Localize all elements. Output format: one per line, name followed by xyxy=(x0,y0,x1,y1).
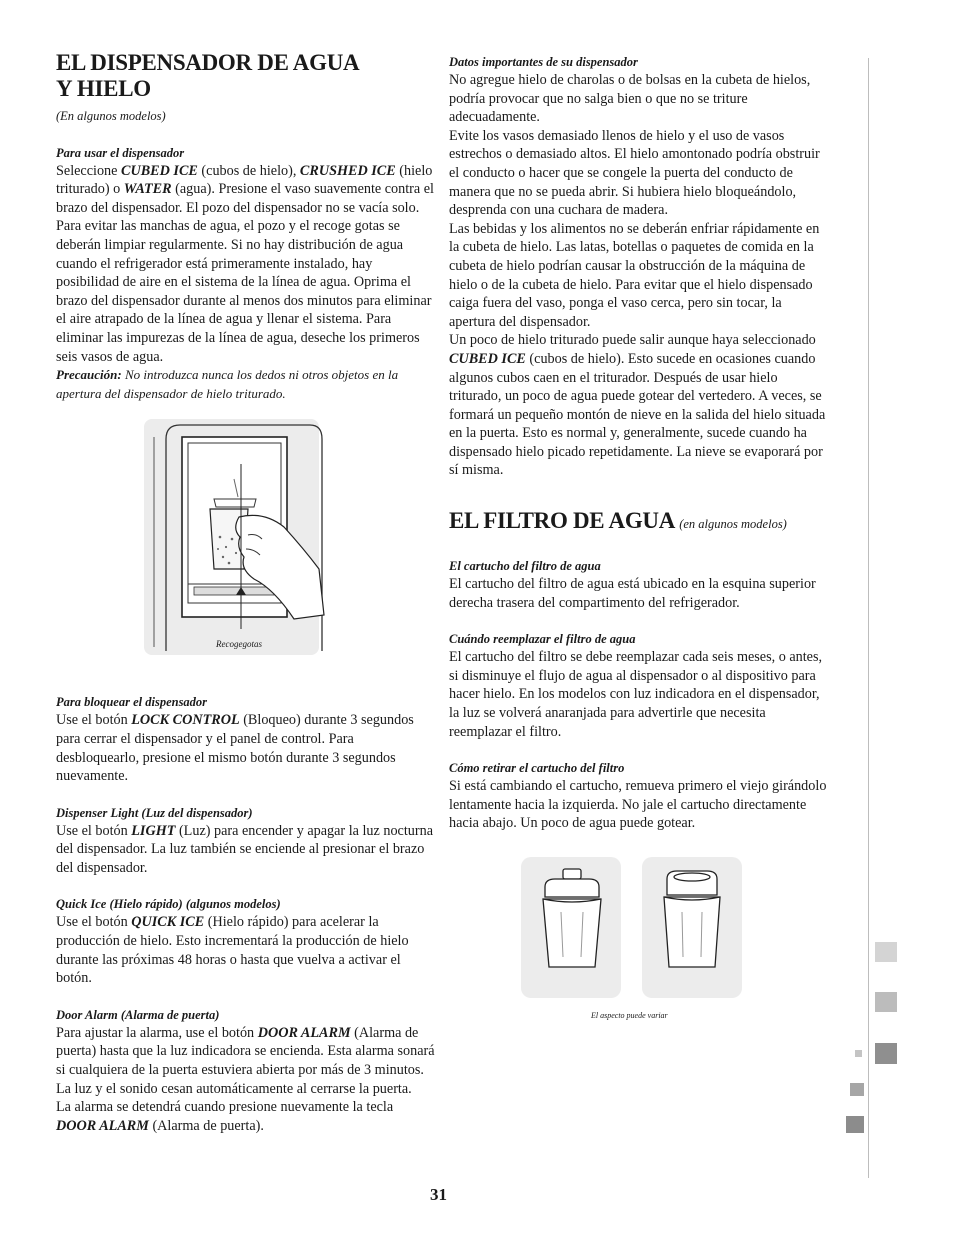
para-important-1: No agregue hielo de charolas o de bolsas en la cubeta de hielos, podría provocar que no salga bien o que no se triture adecuadamente. xyxy=(449,72,811,126)
tab-marker-5 xyxy=(850,1083,864,1096)
filter-section-title: EL FILTRO DE AGUA (en algunos modelos) xyxy=(449,508,787,534)
para-filter-cartridge: El cartucho del filtro de agua está ubicado en la esquina superior derecha trasera del compartimento del refrigerador. xyxy=(449,576,816,611)
page-number: 31 xyxy=(430,1185,447,1204)
para-remove-filter: Si está cambiando el cartucho, remueva primero el viejo girándolo lentamente hacia la izquierda. No jale el cartucho directamente hacia abajo. Un poco de agua puede gotear. xyxy=(449,778,827,832)
dispenser-drawing xyxy=(144,419,394,659)
tab-marker-6 xyxy=(846,1116,864,1133)
heading-filter-cartridge: El cartucho del filtro de agua xyxy=(449,559,601,574)
tab-marker-2 xyxy=(875,992,897,1012)
filter-illustrations xyxy=(521,857,751,1037)
right-column xyxy=(449,53,829,1037)
para-door-alarm: Para ajustar la alarma, use el botón DOOR ALARM (Alarma de puerta) hasta que la luz indicadora se encienda. Esta alarma sonará si cualquiera de la puerta estuviera abierta por más de 3 minutos. La luz y el sonido cesan automáticamente al cerrarse la puerta. xyxy=(56,1024,435,1097)
para-important-4: Un poco de hielo triturado puede salir aunque haya seleccionado CUBED ICE (cubos de hielo). Esto sucede en ocasiones cuando algunos cubos caen en el triturador. Después de usar hielo triturado, un poco de agua puede gotear del vertedero. A veces, se formará un pequeño montón de nieve en la salida del hielo situada en la puerta. Esto es normal y, generalmente, sucede cuando ha dispensado hielo picado repetidamente. La nieve se evaporará por sí misma. xyxy=(449,332,826,479)
heading-remove-filter: Cómo retirar el cartucho del filtro xyxy=(449,761,625,776)
filter-cartridges-drawing xyxy=(521,857,751,1002)
heading-door-alarm: Door Alarm (Alarma de puerta) xyxy=(56,1007,220,1022)
figure-label-recogegotas: Recogegotas xyxy=(216,639,262,650)
tab-marker-3 xyxy=(875,1043,897,1064)
heading-quick-ice: Quick Ice (Hielo rápido) (algunos modelos) xyxy=(56,897,281,912)
tab-marker-4 xyxy=(855,1050,862,1057)
heading-light: Dispenser Light (Luz del dispensador) xyxy=(56,805,253,820)
para-replace-filter: El cartucho del filtro se debe reemplazar cada seis meses, o antes, si disminuye el flujo de agua al dispensador o al dispositivo para hacer hielo. En los modelos con luz indicadora en el dispensador, la luz se volverá anaranjada para advertirle que necesita reemplazar el filtro. xyxy=(449,649,823,740)
figure-caption: El aspecto puede variar xyxy=(591,1011,668,1020)
left-column xyxy=(56,50,436,1135)
para-quick-ice: Use el botón QUICK ICE (Hielo rápido) para acelerar la producción de hielo. Esto incrementará la producción de hielo durante las próximas 48 horas o hasta que vuelva a activar el botón. xyxy=(56,914,409,987)
section-subtitle: (En algunos modelos) xyxy=(56,109,166,123)
caution-note: Precaución: No introduzca nunca los dedos ni otros objetos en la apertura del dispensador de hielo triturado. xyxy=(56,367,399,401)
section-title: EL DISPENSADOR DE AGUA Y HIELO xyxy=(56,50,360,101)
para-important-2: Evite los vasos demasiado llenos de hielo y el uso de vasos estrechos o demasiado altos. El hielo amontonado podría obstruir el conducto o hacer que se congele la puerta del conducto de manera que no se pueda abrir. Si hubiera hielo bloqueándolo, desprenda con una cuchara de madera. xyxy=(449,127,820,219)
filter-cartridge-2 xyxy=(664,871,720,967)
para-important-3: Las bebidas y los alimentos no se deberán enfriar rápidamente en la cubeta de hielo. Las latas, botellas o paquetes de comida en la cubeta de hielo podrían causar la obstrucción de la máquina de hielo o de la cubeta de hielo. Para evitar que el hielo dispensado caiga fuera del vaso, ponga el vaso cerca, pero sin tocar, la apertura del dispensador. xyxy=(449,220,820,330)
margin-rule xyxy=(868,58,869,1178)
heading-lock: Para bloquear el dispensador xyxy=(56,695,208,710)
heading-replace-filter: Cuándo reemplazar el filtro de agua xyxy=(449,632,636,647)
tab-marker-1 xyxy=(875,942,897,962)
heading-important-data: Datos importantes de su dispensador xyxy=(449,55,638,69)
filter-cartridge-1 xyxy=(543,869,601,967)
dispenser-illustration xyxy=(144,419,394,659)
para-lock: Use el botón LOCK CONTROL (Bloqueo) durante 3 segundos para cerrar el dispensador y el panel de control. Para desbloquearlo, presione el mismo botón durante 3 segundos nuevamente. xyxy=(56,712,414,785)
heading-use-dispenser: Para usar el dispensador xyxy=(56,145,185,160)
para-light: Use el botón LIGHT (Luz) para encender y apagar la luz nocturna del dispensador. La luz también se enciende al presionar el brazo del dispensador. xyxy=(56,822,433,876)
para-door-alarm-2: La alarma se detendrá cuando presione nuevamente la tecla DOOR ALARM (Alarma de puerta). xyxy=(56,1099,394,1134)
para-use-dispenser: Seleccione CUBED ICE (cubos de hielo), CRUSHED ICE (hielo triturado) o WATER (agua). Presione el vaso suavemente contra el brazo del dispensador. El pozo del dispensador no se vacía solo. Para evitar las manchas de agua, el pozo y el recoge gotas se deberán limpiar regularmente. Si no hay distribución de agua cuando el refrigerador está primeramente instalado, hay posibilidad de aire en el sistema de la línea de agua. Oprima el brazo del dispensador durante al menos dos minutos para eliminar el aire atrapado de la línea de agua y llenar el sistema. Para eliminar las impurezas de la línea de agua, deseche los primeros seis vasos de agua. xyxy=(56,162,434,365)
